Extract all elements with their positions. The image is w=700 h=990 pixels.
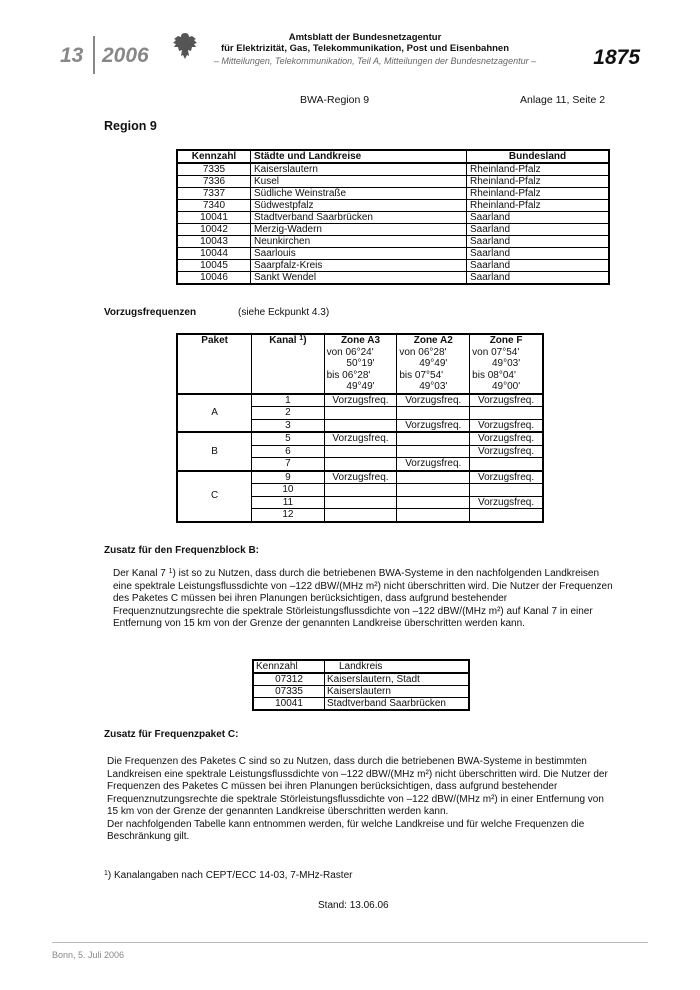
zone-coord: bis 06°28' — [326, 369, 371, 381]
table-cell: Saarlouis — [251, 248, 467, 260]
preferred-frequencies-body — [177, 394, 543, 522]
table-cell: 10042 — [177, 224, 251, 236]
region-reference: BWA-Region 9 — [300, 94, 370, 106]
zone-a2-cell — [397, 407, 470, 420]
table-row — [177, 394, 543, 407]
table-row — [253, 686, 469, 698]
page-number: 1875 — [593, 46, 640, 69]
table-cell: 10044 — [177, 248, 251, 260]
zone-a3-cell — [324, 496, 397, 509]
zone-f-cell: Vorzugsfreq. — [470, 432, 543, 445]
zone-coord: 49°00' — [492, 381, 521, 392]
zone-a3-cell: Vorzugsfreq. — [324, 394, 397, 407]
footnote-mark: 1 — [104, 870, 108, 877]
zone-a3-cell — [324, 419, 397, 432]
channel-cell: 10 — [252, 484, 324, 497]
zusatz-c-paragraph — [107, 756, 617, 844]
zone-a2-cell: Vorzugsfreq. — [397, 458, 470, 471]
table-cell: Saarland — [467, 272, 610, 285]
table-cell: 7337 — [177, 188, 251, 200]
column-header — [252, 334, 324, 394]
table-cell: Sankt Wendel — [251, 272, 467, 285]
zone-coord: 49°03' — [492, 358, 521, 369]
table-cell: Merzig-Wadern — [251, 224, 467, 236]
channel-cell: 6 — [252, 445, 324, 458]
table-row — [177, 188, 609, 200]
zone-a2-cell — [397, 509, 470, 522]
zone-f-cell: Vorzugsfreq. — [470, 394, 543, 407]
table-row — [177, 248, 609, 260]
section-line: – Mitteilungen, Telekommunikation, Teil A, Mitteilungen der Bundesnetzagentur – — [213, 56, 537, 66]
table-row — [177, 200, 609, 212]
issue-year: 2006 — [102, 44, 149, 67]
annex-reference: Anlage 11, Seite 2 — [520, 94, 606, 106]
table-cell: Saarpfalz-Kreis — [251, 260, 467, 272]
column-header: Kennzahl — [253, 660, 325, 673]
channel-cell: 2 — [252, 407, 324, 420]
channel-cell: 11 — [252, 496, 324, 509]
issue-divider — [93, 36, 95, 74]
table-cell: Stadtverband Saarbrücken — [325, 698, 470, 711]
zone-a3-cell — [324, 484, 397, 497]
column-header: Paket — [177, 334, 252, 394]
zone-a2-header — [397, 334, 470, 394]
publisher-line-1: Amtsblatt der Bundesnetzagentur — [288, 32, 442, 43]
zone-coord: von 06°24' — [326, 346, 374, 358]
table-cell: 7336 — [177, 176, 251, 188]
zone-coord: von 07°54' — [472, 346, 520, 358]
zone-a3-cell: Vorzugsfreq. — [324, 471, 397, 484]
districts-table — [176, 149, 610, 285]
zusatz-b-table — [252, 659, 470, 711]
preferred-frequencies-note: (siehe Eckpunkt 4.3) — [238, 307, 330, 318]
zone-f-cell — [470, 458, 543, 471]
zusatz-c-heading: Zusatz für Frequenzpaket C: — [104, 729, 239, 740]
stand-date: Stand: 13.06.06 — [318, 900, 389, 911]
paragraph-text: Der nachfolgenden Tabelle kann entnommen werden, für welche Landkreise und für welche Frequenzen die Beschränkung gilt. — [107, 818, 585, 842]
column-header: Bundesland — [467, 150, 610, 163]
table-cell: Rheinland-Pfalz — [467, 188, 610, 200]
channel-cell: 9 — [252, 471, 324, 484]
zone-coord: 49°49' — [346, 381, 375, 392]
footnote-ref: 1 — [168, 568, 173, 575]
table-row — [253, 698, 469, 711]
zusatz-b-heading: Zusatz für den Frequenzblock B: — [104, 545, 260, 556]
publisher-line-2: für Elektrizität, Gas, Telekommunikation, Post und Eisenbahnen — [220, 43, 510, 54]
zone-coord: bis 08°04' — [472, 369, 516, 381]
zone-a2-cell — [397, 432, 470, 445]
zone-a2-cell — [397, 445, 470, 458]
table-cell: Kaiserslautern — [325, 686, 470, 698]
channel-cell: 3 — [252, 419, 324, 432]
zone-f-cell: Vorzugsfreq. — [470, 419, 543, 432]
channel-cell: 5 — [252, 432, 324, 445]
zusatz-b-table-body — [253, 673, 469, 710]
zone-coord: von 06°28' — [399, 346, 447, 358]
table-cell: Neunkirchen — [251, 236, 467, 248]
table-row — [177, 260, 609, 272]
table-cell: Saarland — [467, 212, 610, 224]
paragraph-text: ) ist so zu Nutzen, dass durch die betriebenen BWA-Systeme in den nachfolgenden Landkreisen eine spektrale Leistungsflussdichte von –122 dBW/(MHz m²) nicht überschritten wird. Die Nutzer der Frequenzen des Paketes C müssen bei ihren Planungen berücksichtigen, dass aufgrund bestehender Frequenznutzungsrechte die spektrale Störleistungsflussdichte von –122 dBW/(MHz m²) auf Kanal 7 in einer Entfernung von 15 km von der Grenze der genannten Landkreise überschritten werden kann. — [113, 568, 613, 629]
zone-title: Zone A2 — [413, 335, 453, 346]
table-cell: 7335 — [177, 163, 251, 176]
zone-a3-header — [324, 334, 397, 394]
table-row — [177, 224, 609, 236]
paragraph-text: Der Kanal 7 — [113, 568, 166, 579]
table-cell: 10045 — [177, 260, 251, 272]
column-header: Kennzahl — [177, 150, 251, 163]
table-cell: Saarland — [467, 260, 610, 272]
federal-eagle-icon — [170, 30, 200, 62]
zusatz-b-paragraph — [113, 568, 613, 631]
preferred-frequencies-table — [176, 333, 544, 523]
table-cell: 10041 — [177, 212, 251, 224]
packet-cell: B — [177, 432, 252, 471]
table-cell: 7340 — [177, 200, 251, 212]
zone-f-cell — [470, 484, 543, 497]
table-row — [177, 176, 609, 188]
region-title: Region 9 — [104, 119, 157, 133]
zone-a3-cell — [324, 509, 397, 522]
zone-a2-cell: Vorzugsfreq. — [397, 419, 470, 432]
zone-f-cell: Vorzugsfreq. — [470, 445, 543, 458]
table-row — [253, 673, 469, 686]
column-header: Städte und Landkreise — [251, 150, 467, 163]
footer-text: Bonn, 5. Juli 2006 — [52, 950, 125, 960]
channel-cell: 7 — [252, 458, 324, 471]
zone-a2-cell — [397, 484, 470, 497]
zone-a3-cell — [324, 458, 397, 471]
table-cell: Kaiserslautern, Stadt — [325, 673, 470, 686]
table-row — [177, 272, 609, 285]
table-cell: 10046 — [177, 272, 251, 285]
table-cell: Südliche Weinstraße — [251, 188, 467, 200]
districts-table-body — [177, 163, 609, 284]
table-cell: 07335 — [253, 686, 325, 698]
zone-f-header — [470, 334, 543, 394]
footnote-ref: 1 — [299, 335, 304, 342]
packet-cell: C — [177, 471, 252, 522]
table-cell: 10043 — [177, 236, 251, 248]
zone-title: Zone A3 — [340, 335, 381, 346]
table-row — [177, 432, 543, 445]
preferred-frequencies-label: Vorzugsfrequenzen — [104, 307, 197, 318]
footnote — [104, 870, 352, 881]
zone-a2-cell — [397, 496, 470, 509]
zone-coord: 50°19' — [346, 358, 375, 369]
zone-a3-cell: Vorzugsfreq. — [324, 432, 397, 445]
table-cell: Rheinland-Pfalz — [467, 176, 610, 188]
table-cell: Stadtverband Saarbrücken — [251, 212, 467, 224]
table-row — [177, 212, 609, 224]
zone-a2-cell — [397, 471, 470, 484]
paragraph-text: Die Frequenzen des Paketes C sind so zu Nutzen, dass durch die betriebenen BWA-Systeme in bestimmten Landkreisen eine spektrale Leistungsflussdichte von –122 dBW/(MHz m²) nicht überschritten wird. Die Nutzer der Frequenzen des Paketes C müssen bei ihren Planungen berücksichtigen, dass aufgrund bestehender Frequenznutzungsrechte die spektrale Störleistungsflussdichte von –122 dBW/(MHz m²) in einer Entfernung von 15 km von der Grenze der genannten Landkreise überschritten werden kann. — [107, 756, 608, 817]
footnote-text: ) Kanalangaben nach CEPT/ECC 14-03, 7-MHz-Raster — [107, 870, 353, 881]
zone-title: Zone F — [489, 335, 523, 346]
table-cell: Rheinland-Pfalz — [467, 163, 610, 176]
kanal-label: Kanal — [269, 335, 297, 346]
zone-f-cell — [470, 509, 543, 522]
issue-number: 13 — [60, 44, 84, 67]
zone-coord: 49°49' — [419, 358, 448, 369]
channel-cell: 12 — [252, 509, 324, 522]
table-cell: Rheinland-Pfalz — [467, 200, 610, 212]
table-cell: Kaiserslautern — [251, 163, 467, 176]
kanal-suffix: ) — [303, 335, 307, 346]
table-cell: Saarland — [467, 236, 610, 248]
table-cell: 07312 — [253, 673, 325, 686]
zone-a3-cell — [324, 407, 397, 420]
footer-divider — [52, 942, 648, 943]
table-cell: Südwestpfalz — [251, 200, 467, 212]
table-row — [177, 236, 609, 248]
zone-a3-cell — [324, 445, 397, 458]
table-cell: Saarland — [467, 224, 610, 236]
zone-coord: 49°03' — [419, 381, 448, 392]
zone-coord: bis 07°54' — [399, 369, 444, 381]
table-cell: Saarland — [467, 248, 610, 260]
zone-a2-cell: Vorzugsfreq. — [397, 394, 470, 407]
channel-cell: 1 — [252, 394, 324, 407]
table-cell: Kusel — [251, 176, 467, 188]
table-row — [177, 163, 609, 176]
table-row — [177, 471, 543, 484]
zone-f-cell — [470, 407, 543, 420]
zone-f-cell: Vorzugsfreq. — [470, 496, 543, 509]
zone-f-cell: Vorzugsfreq. — [470, 471, 543, 484]
column-header: Landkreis — [325, 660, 470, 673]
table-cell: 10041 — [253, 698, 325, 711]
packet-cell: A — [177, 394, 252, 433]
